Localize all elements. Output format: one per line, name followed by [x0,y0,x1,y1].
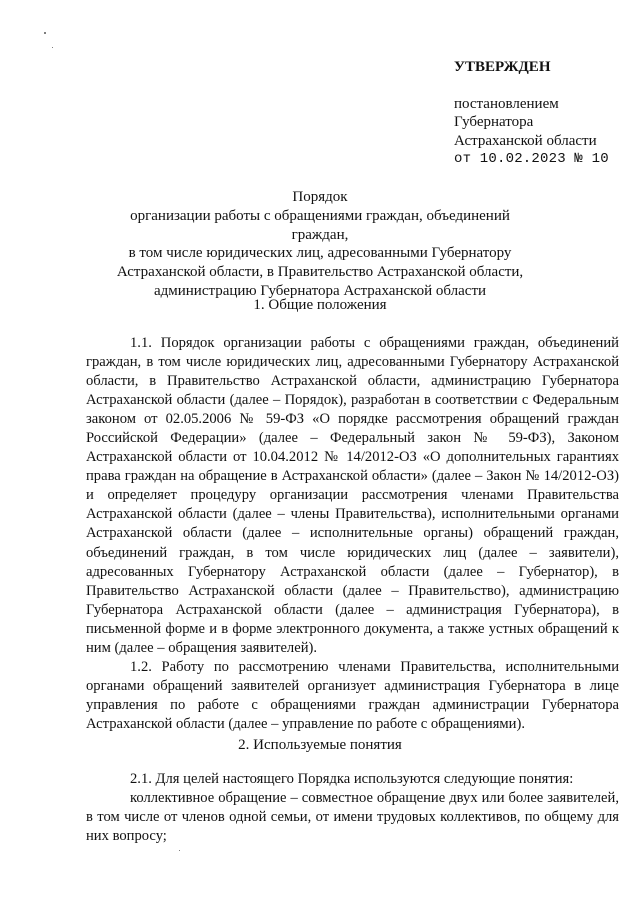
paragraph-1-2: 1.2. Работу по рассмотрению членами Правительства, исполнительными органами обращений заявителей организует администрация Губернатора в лице управления по работе с обращениями граждан администрации Губернатора Астраханской области (далее – управление по работе с обращениями). [86,658,619,732]
scan-speck [179,850,180,851]
section-2-body [86,770,619,846]
document-title-line-5: администрацию Губернатора Астраханской области [153,282,487,299]
section-1-body [86,334,619,734]
paragraph-1-1: 1.1. Порядок организации работы с обращениями граждан, объединений граждан, в том числе юридических лиц, адресованными Губернатору Астраханской области, в Правительство Астраханской области, администрацию Губернатора Астраханской области (далее – Порядок), разработан в соответствии с Федеральным законом от 02.05.2006 № 59-ФЗ «О порядке рассмотрения обращений граждан Российской Федерации» (далее – Федеральный закон № 59-ФЗ), Законом Астраханской области от 10.04.2012 № 14/2012-ОЗ «О дополнительных гарантиях права граждан на обращение в Астраханской области» (далее – Закон № 14/2012-ОЗ) и определяет процедуру организации рассмотрения членами Правительства Астраханской области (далее – члены Правительства), исполнительными органами Астраханской области (далее – исполнительные органы) обращений граждан, объединений граждан, в том числе юридических лиц (далее – заявители), адресованных Губернатору Астраханской области (далее – Губернатор), в Правительство Астраханской области (далее – Правительство), администрацию Губернатора Астраханской области (далее – администрация Губернатора), в письменной форме и в форме электронного документа, а также устных обращений к ним (далее – обращения заявителей). [86,335,619,656]
approval-title: УТВЕРЖДЕН [454,59,551,75]
section-heading-general-provisions: 1. Общие положения [253,297,387,313]
approval-stamp [454,58,640,169]
section-heading-used-concepts: 2. Используемые понятия [238,737,402,753]
document-title-line-1: Порядок [292,189,348,205]
scan-speck [44,32,46,34]
document-title-line-3: в том числе юридических лиц, адресованными Губернатору [128,245,512,262]
approval-line-3: Астраханской области [454,132,597,149]
paragraph-2-1: 2.1. Для целей настоящего Порядка используются следующие понятия: [130,771,574,787]
document-title-line-4: Астраханской области, в Правительство Астраханской области, [116,264,524,281]
approval-date-number: от 10.02.2023 № 10 [454,151,609,167]
paragraph-collective-appeal: коллективное обращение – совместное обращение двух или более заявителей, в том числе от членов одной семьи, от имени трудовых коллективов, по общему для них вопросу; [86,790,619,845]
document-title-line-2: организации работы с обращениями граждан, объединений граждан, [130,207,510,243]
scan-speck [52,47,53,48]
document-title [108,188,532,301]
approval-line-2: Губернатора [454,114,534,130]
approval-line-1: постановлением [454,95,559,112]
